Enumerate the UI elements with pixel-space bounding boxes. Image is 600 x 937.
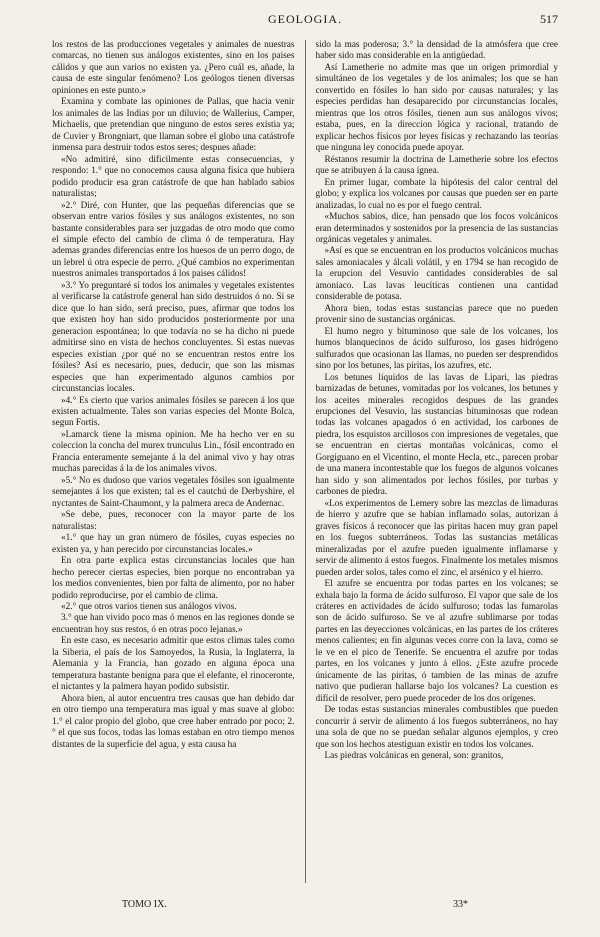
paragraph: Examina y combate las opiniones de Pallas, que hacia venir los animales de las Indias por un diluvio; de Wallerius, Camper, Michaelis, que pretendian que ninguno de estos seres existia ya; de Cuvier y Brongniart, que llaman sobre el globo una catástrofe inmensa para destruir todos estos seres; despues añade: bbox=[52, 97, 295, 154]
paragraph: «Muchos sabios, dice, han pensado que los focos volcánicos eran determinados y sostenidos por la presencia de las sustancias orgánicas vegetales y animales. bbox=[315, 212, 558, 245]
paragraph: El humo negro y bituminoso que sale de los volcanes, los humos blanquecinos de ácido sulfuroso, los gases hidrógeno sulfurados que ocasionan las llamas, no pueden ser desprendidos sino por los betunes, las piritas, los azufres, etc. bbox=[315, 326, 558, 372]
paragraph: El azufre se encuentra por todas partes en los volcanes; se exhala bajo la forma de ácido sulfuroso. El vapor que sale de los cráteres en actividades de ácido sulfuroso; todas las fumarolas son de ácido sulfuroso. Se ve al azufre sublimarse por todas partes en las deyecciones volcánicas, en las partes de los cráteres menos calientes; en fin algunas veces corre con la lava, como se le ve en el pico de Tenerife. Se encuentra el azufre por todas partes, en los volcanes y junto á ellos. ¿Este azufre procede únicamente de las piritas, ó tambien de las minas de azufre nativo que pudieran hallarse bajo los volcanes? La cuestion es difícil de resolver, pero puede proceder de los dos orígenes. bbox=[315, 579, 558, 704]
paragraph: »5.° No es dudoso que varios vegetales fósiles son igualmente semejantes á los que existen; tal es el cautchú de Derbyshire, el nyctantes de Saint-Chaumont, y la palmera areca de Andernac. bbox=[52, 475, 295, 509]
paragraph: Ahora bien, todas estas sustancias parece que no pueden provenir sino de sustancias orgánicas. bbox=[315, 303, 558, 326]
paragraph: Así Lametherie no admite mas que un origen primordial y simultáneo de los vegetales y de los animales; los que se han convertido en fósiles lo han sido por causas naturales; y las especies perdidas han desaparecido por circunstancias locales, mientras que los otros fósiles, tienen aun sus análogos vivos; estaba, pues, en la direccion lógica y racional, tratando de explicar hechos físicos por leyes físicas y rechazando las teorías que ninguna ley conocida puede apoyar. bbox=[315, 62, 558, 154]
paragraph: 3.° que han vivido poco mas ó menos en las regiones donde se encuentran hoy sus restos, ó en otras poco lejanas.» bbox=[52, 613, 295, 635]
paragraph: »2.° Diré, con Hunter, que las pequeñas diferencias que se observan entre varios fósiles y sus análogos existentes, no son bastante considerables para ser juzgadas de otro modo que como el simple efecto del cambio de clima ó de temperatura. Hay ademas grandes diferencias entre los huesos de un perro dogo, de un lebrel ú otra especie de perro. ¿Qué cambios no experimentan nuestros animales transportados á los paises cálidos! bbox=[52, 200, 295, 280]
paragraph: «No admitiré, sino dificilmente estas consecuencias, y respondo: 1.° que no conocemos causa alguna física que hubiera podido producir esa gran catástrofe de que han hablado sabios naturalistas; bbox=[52, 154, 295, 200]
paragraph: »Así es que se encuentran en los productos volcánicos muchas sales amoniacales y álcali volátil, y en 1794 se han recogido de la erupcion del Vesuvio cantidades considerables de sal amoniaco. Las lavas leucíticas contienen una cantidad considerable de potasa. bbox=[315, 246, 558, 303]
running-title: GEOLOGIA. bbox=[268, 12, 342, 26]
paragraph: «Los experimentos de Lemery sobre las mezclas de limaduras de hierro y azufre que se habian inflamado solas, autorizan á graves físicos á reconocer que las piritas hacen muy gran papel en los fuegos subterráneos. Todas las sustancias metálicas mineralizadas por el azufre pueden igualmente inflamarse y servir de alimento á estos fuegos. Finalmente los metales mismos pueden arder solos, tales como el zinc, el arsénico y el hierro. bbox=[315, 498, 558, 578]
paragraph: »Se debe, pues, reconocer con la mayor parte de los naturalistas: bbox=[52, 510, 295, 532]
paragraph: «1.° que hay un gran número de fósiles, cuyas especies no existen ya, y han perecido por circunstancias locales.» bbox=[52, 533, 295, 555]
paragraph: En otra parte explica estas circunstancias locales que han hecho perecer ciertas especies, bien porque no encontraban ya los medios convenientes, bien por falta de alimento, por no haber podido reproducirse, por el cambio de clima. bbox=[52, 556, 295, 601]
paragraph: sido la mas poderosa; 3.° la densidad de la atmósfera que cree haber sido mas considerable en la antigüedad. bbox=[315, 40, 558, 62]
paragraph: En primer lugar, combate la hipótesis del calor central del globo; y explica los volcanes por causas que pueden ser en parte analizadas, lo cual no es por el fuego central. bbox=[315, 177, 558, 211]
paragraph: Los betunes líquidos de las lavas de Lipari, las piedras barnizadas de betunes, vomitadas por los volcanes, los betunes y los aceites minerales recogidos despues de las grandes erupciones del Vesuvio, las sustancias bituminosas que rodean todas las volcanes apagados ó en actividad, los carbones de piedra, los esquistos arcillosos con impresiones de vegetales, que se encuentran en ciertas montañas volcánicas, como el Gorgiguano en el Vicentino, el monte Hecla, etc., parecen probar de una manera incontestable que los fuegos de algunos volcanes han sido y son alimentados por lechos fósiles, por turbas y carbones de piedra. bbox=[315, 372, 558, 498]
column-rule bbox=[305, 40, 306, 883]
text-columns bbox=[52, 40, 558, 883]
paragraph: Réstanos resumir la doctrina de Lametherie sobre los efectos que se atribuyen á la causa ígnea. bbox=[315, 154, 558, 177]
paragraph: De todas estas sustancias minerales combustibles que pueden concurrir á servir de alimento á los fuegos subterráneos, no hay una sola de que no se puedan señalar algunos ejemplos, y creo que son los hechos atestiguan existir en todos los volcanes. bbox=[315, 705, 558, 750]
paragraph: Ahora bien, al autor encuentra tres causas que han debido dar en otro tiempo una temperatura mas igual y mas suave al globo: 1.° el calor propio del globo, que cree haber entrado por poco; 2.° el que sus focos, todas las lomas estaban en otro tiempo menos distantes de la superficie del agua, y esta causa ha bbox=[52, 693, 295, 750]
volume-label: TOMO IX. bbox=[122, 899, 167, 910]
page-footer bbox=[52, 899, 558, 919]
paragraph: »Lamarck tiene la misma opinion. Me ha hecho ver en su coleccion la concha del murex trunculus Lin., fósil encontrado en Francia enteramente semejante á la del animal vivo y hay otras muchas parecidas á la de los animales vivos. bbox=[52, 429, 295, 475]
paragraph: «2.° que otros varios tienen sus análogos vivos. bbox=[61, 601, 237, 612]
paragraph: Las piedras volcánicas en general, son: granitos, bbox=[324, 751, 504, 762]
paragraph: »4.° Es cierto que varios animales fósiles se parecen á los que existen actualmente. Tales son varias especies del Monte Bolca, segun Fortis. bbox=[52, 395, 295, 429]
right-column bbox=[316, 40, 559, 883]
paragraph: »3.° Yo preguntaré si todos los animales y vegetales existentes al verificarse la catástrofe general han sido destruidos ó no. Si se dice que lo han sido, será preciso, pues, afirmar que todos los que existen hoy han sido producidos posteriormente por una generacion espontánea; lo que todavía no se ha dicho ni puede admitirse sino en vista de hechos concluyentes. Si estas nuevas especies existian ¿por qué no se encuentran restos entre los fósiles? Así es necesario, pues, deducir, que son las mismas especies que han experimentado algunos cambios por circunstancias locales. bbox=[52, 280, 295, 395]
signature-mark: 33* bbox=[453, 899, 468, 910]
left-column bbox=[52, 40, 295, 883]
paragraph: los restos de las producciones vegetales y animales de nuestras comarcas, no tienen sus análogos existentes, sino en los paises cálidos y que aun varios no existen ya. ¿Pero cuál es, añade, la causa de este singular fenómeno? Los geólogos tienen diversas opiniones en este punto.» bbox=[52, 40, 295, 96]
page-number: 517 bbox=[540, 12, 558, 26]
paragraph: En este caso, es necesario admitir que estos climas tales como la Siberia, el país de los Samoyedos, la Rusia, la Inglaterra, la Alemania y la Francia, han gozado en alguna época una temperatura bastante benigna para que el elefante, el rinoceronte, el nictantes y la palmera hayan podido subsistir. bbox=[52, 636, 295, 693]
running-head bbox=[52, 12, 558, 32]
